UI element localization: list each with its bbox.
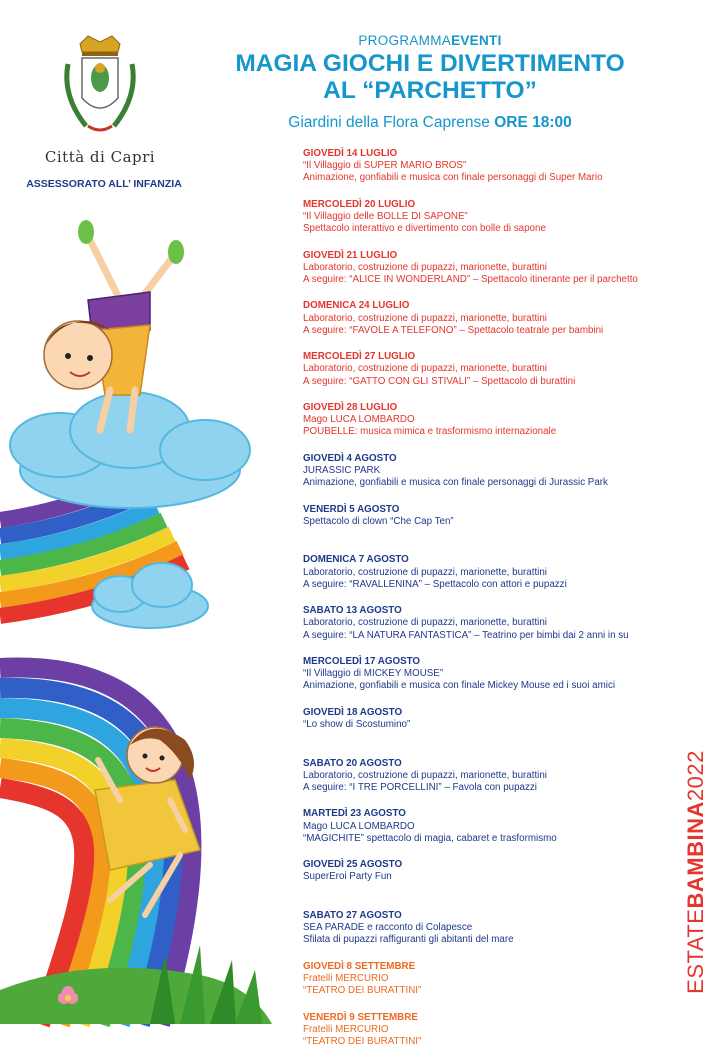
- event-description: A seguire: “RAVALLENINA” – Spettacolo con attori e pupazzi: [303, 578, 567, 590]
- program-suffix: EVENTI: [451, 33, 502, 48]
- event-description: SuperEroi Party Fun: [303, 871, 392, 883]
- event-date: GIOVEDÌ 18 AGOSTO: [303, 706, 403, 718]
- event-description: A seguire: “FAVOLE A TELEFONO” – Spettacolo teatrale per bambini: [303, 324, 604, 336]
- event-date: GIOVEDÌ 8 SETTEMBRE: [303, 960, 416, 972]
- list-item: [303, 910, 683, 961]
- vertical-label-suffix: 2022: [683, 750, 708, 802]
- event-description: A seguire: “I TRE PORCELLINI” – Favola con pupazzi: [303, 781, 537, 793]
- event-description: “Il Villaggio di MICKEY MOUSE”: [303, 668, 444, 680]
- girl-sliding-illustration: [95, 727, 200, 915]
- event-date: GIOVEDÌ 25 AGOSTO: [303, 859, 403, 871]
- event-description: Sfilata di pupazzi raffiguranti gli abitanti del mare: [303, 934, 514, 946]
- cloud-illustration: [10, 392, 250, 508]
- event-description: Animazione, gonfiabili e musica con finale personaggi di Super Mario: [303, 172, 603, 184]
- event-date: MERCOLEDÌ 20 LUGLIO: [303, 198, 416, 210]
- title-line-1: MAGIA GIOCHI E DIVERTIMENTO: [235, 50, 625, 77]
- venue-name: Giardini della Flora Caprense: [288, 114, 490, 131]
- vertical-label-prefix: ESTATE: [683, 908, 708, 994]
- city-name: Città di Capri: [44, 148, 156, 166]
- event-description: Fratelli MERCURIO: [303, 972, 389, 984]
- list-item: [303, 707, 683, 758]
- list-item: [303, 250, 683, 301]
- event-date: DOMENICA 24 LUGLIO: [303, 300, 410, 312]
- list-item: [303, 605, 683, 656]
- event-description: A seguire: “LA NATURA FANTASTICA” – Teatrino per bimbi dai 2 anni in su: [303, 629, 629, 641]
- page-title: [160, 50, 700, 104]
- program-heading: [180, 33, 680, 48]
- event-description: A seguire: “ALICE IN WONDERLAND” – Spettacolo itinerante per il parchetto: [303, 274, 638, 285]
- vertical-label-bold: BAMBINA: [683, 801, 708, 909]
- event-description: Animazione, gonfiabili e musica con finale personaggi di Jurassic Park: [303, 477, 608, 489]
- event-description: SEA PARADE e racconto di Colapesce: [303, 922, 473, 934]
- list-item: [303, 656, 683, 707]
- event-description: Laboratorio, costruzione di pupazzi, marionette, burattini: [303, 566, 547, 578]
- event-description: Animazione, gonfiabili e musica con finale Mickey Mouse ed i suoi amici: [303, 680, 616, 692]
- office-name: ASSESSORATO ALL’ INFANZIA: [26, 178, 182, 190]
- event-date: SABATO 13 AGOSTO: [303, 605, 402, 617]
- event-description: “Lo show di Scostumino”: [303, 718, 411, 730]
- event-description: “TEATRO DEI BURATTINI”: [303, 985, 422, 997]
- event-date: GIOVEDÌ 21 LUGLIO: [303, 249, 398, 261]
- event-date: VENERDÌ 9 SETTEMBRE: [303, 1011, 418, 1023]
- event-date: MERCOLEDÌ 27 LUGLIO: [303, 351, 416, 363]
- program-prefix: PROGRAMMA: [358, 33, 452, 48]
- event-description: POUBELLE: musica mimica e trasformismo internazionale: [303, 426, 557, 438]
- rainbow-illustration: [0, 478, 186, 616]
- event-date: GIOVEDÌ 4 AGOSTO: [303, 452, 397, 464]
- event-description: “Il Villaggio delle BOLLE DI SAPONE”: [303, 211, 468, 222]
- event-date: GIOVEDÌ 14 LUGLIO: [303, 148, 398, 159]
- grass-illustration: [0, 945, 272, 1024]
- list-item: [303, 1012, 683, 1062]
- event-description: A seguire: “GATTO CON GLI STIVALI” – Spettacolo di burattini: [303, 375, 576, 387]
- list-item: [303, 199, 683, 250]
- list-item: [303, 351, 683, 402]
- event-description: Mago LUCA LOMBARDO: [303, 820, 415, 832]
- vertical-label: [683, 750, 709, 994]
- cloud-illustration: [92, 563, 208, 628]
- event-date: SABATO 27 AGOSTO: [303, 909, 402, 921]
- event-date: GIOVEDÌ 28 LUGLIO: [303, 401, 398, 413]
- list-item: [303, 961, 683, 1012]
- list-item: [303, 859, 683, 910]
- event-list: [303, 148, 683, 1062]
- event-description: “TEATRO DEI BURATTINI”: [303, 1035, 422, 1047]
- event-date: SABATO 20 AGOSTO: [303, 757, 402, 769]
- rainbow-illustration: [0, 668, 191, 1024]
- city-crest-icon: [56, 34, 144, 142]
- list-item: [303, 504, 683, 555]
- event-description: Mago LUCA LOMBARDO: [303, 414, 415, 426]
- title-line-2: AL “PARCHETTO”: [323, 77, 537, 104]
- event-description: Laboratorio, costruzione di pupazzi, marionette, burattini: [303, 617, 547, 629]
- event-description: JURASSIC PARK: [303, 464, 381, 476]
- event-description: Laboratorio, costruzione di pupazzi, marionette, burattini: [303, 769, 547, 781]
- list-item: [303, 148, 683, 199]
- boy-cartwheel-illustration: [44, 220, 184, 430]
- list-item: [303, 808, 683, 859]
- list-item: [303, 453, 683, 504]
- list-item: [303, 402, 683, 453]
- event-description: Fratelli MERCURIO: [303, 1023, 389, 1035]
- list-item: [303, 758, 683, 809]
- event-date: MARTEDÌ 23 AGOSTO: [303, 808, 406, 820]
- venue-line: [180, 114, 680, 132]
- event-description: Laboratorio, costruzione di pupazzi, marionette, burattini: [303, 363, 547, 375]
- event-description: Spettacolo di clown “Che Cap Ten”: [303, 515, 454, 527]
- flower-icon: [58, 986, 78, 1004]
- event-time: ORE 18:00: [494, 114, 572, 131]
- event-date: MERCOLEDÌ 17 AGOSTO: [303, 655, 421, 667]
- event-description: Laboratorio, costruzione di pupazzi, marionette, burattini: [303, 312, 547, 324]
- event-date: DOMENICA 7 AGOSTO: [303, 554, 409, 566]
- event-description: “Il Villaggio di SUPER MARIO BROS”: [303, 160, 467, 172]
- event-description: Spettacolo interattivo e divertimento con bolle di sapone: [303, 223, 546, 235]
- list-item: [303, 300, 683, 351]
- list-item: [303, 554, 683, 605]
- event-description: “MAGICHITE” spettacolo di magia, cabaret e trasformismo: [303, 832, 557, 844]
- event-date: VENERDÌ 5 AGOSTO: [303, 503, 400, 515]
- event-description: Laboratorio, costruzione di pupazzi, marionette, burattini: [303, 261, 547, 273]
